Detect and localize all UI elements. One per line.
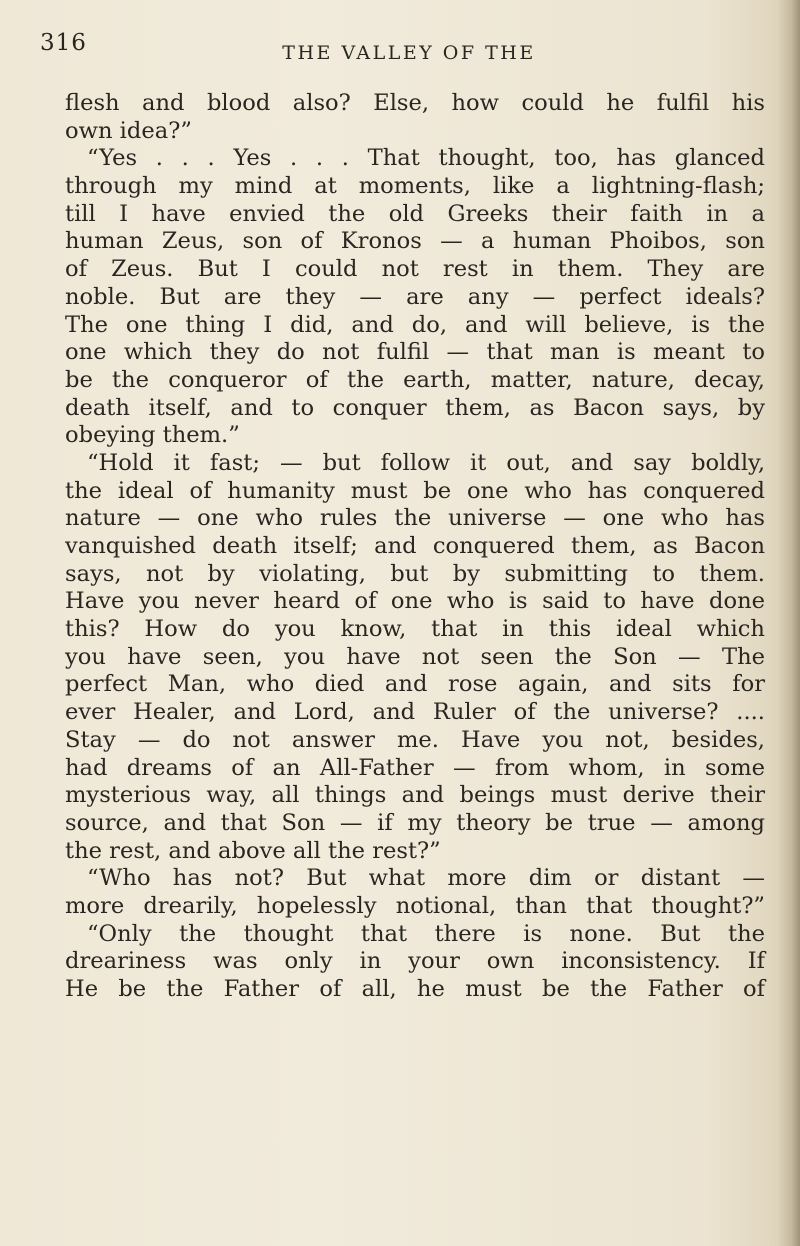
text-line: Have you never heard of one who is said to have done [65, 588, 765, 615]
text-line: the ideal of humanity must be one who has conquered [65, 477, 765, 504]
text-line: this? How do you know, that in this ideal which [65, 616, 765, 643]
text-line: death itself, and to conquer them, as Bacon says, by [65, 394, 765, 421]
text-line: flesh and blood also? Else, how could he fulfil his [65, 90, 765, 116]
text-line: The one thing I did, and do, and will believe, is the [65, 311, 765, 338]
body-text [65, 90, 765, 1004]
text-line: mysterious way, all things and beings must derive their [65, 782, 765, 809]
text-line: had dreams of an All-Father — from whom, in some [65, 754, 765, 781]
text-line: the rest, and above all the rest?” [65, 837, 441, 864]
running-head: THE VALLEY OF THE [282, 42, 536, 64]
text-line: “Who has not? But what more dim or distant — [87, 865, 765, 892]
text-line: own idea?” [65, 117, 192, 144]
text-line: source, and that Son — if my theory be true — among [65, 809, 765, 836]
text-line: till I have envied the old Greeks their faith in a [65, 200, 765, 227]
text-line: of Zeus. But I could not rest in them. They are [65, 256, 765, 283]
text-line: ever Healer, and Lord, and Ruler of the universe? .... [65, 699, 765, 726]
text-line: “Only the thought that there is none. But the [87, 920, 765, 947]
text-line: noble. But are they — are any — perfect ideals? [65, 283, 765, 310]
text-line: human Zeus, son of Kronos — a human Phoibos, son [65, 228, 765, 255]
text-line: perfect Man, who died and rose again, and sits for [65, 671, 765, 698]
text-line: He be the Father of all, he must be the Father of [65, 976, 765, 1002]
text-line: obeying them.” [65, 422, 240, 449]
text-line: be the conqueror of the earth, matter, nature, decay, [65, 366, 765, 393]
text-line: through my mind at moments, like a lightning-flash; [65, 173, 765, 200]
text-line: “Yes . . . Yes . . . That thought, too, has glanced [87, 145, 765, 172]
text-line: dreariness was only in your own inconsistency. If [65, 948, 765, 975]
text-line: one which they do not fulfil — that man is meant to [65, 339, 765, 366]
text-line: says, not by violating, but by submitting to them. [65, 560, 765, 587]
text-line: more drearily, hopelessly notional, than that thought?” [65, 892, 765, 919]
text-line: “Hold it fast; — but follow it out, and say boldly, [87, 449, 765, 476]
text-line: Stay — do not answer me. Have you not, besides, [65, 726, 765, 753]
text-line: you have seen, you have not seen the Son — The [65, 643, 765, 670]
text-line: vanquished death itself; and conquered them, as Bacon [65, 533, 765, 559]
page-edge-shadow [778, 0, 800, 1246]
page-number: 316 [40, 30, 87, 56]
text-line: nature — one who rules the universe — one who has [65, 505, 765, 532]
